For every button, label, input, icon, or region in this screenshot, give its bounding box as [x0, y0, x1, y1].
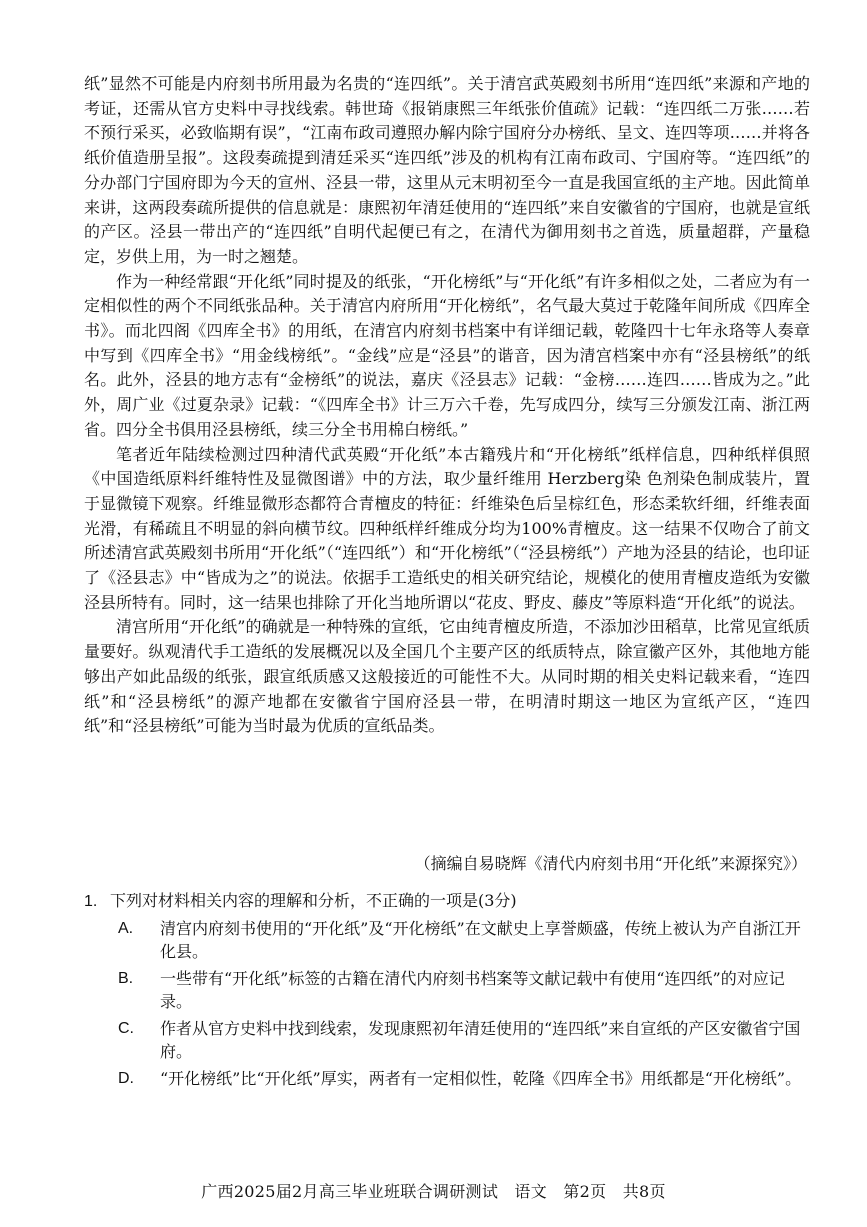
option-a-letter: A. [118, 920, 134, 937]
option-d-text: “开化榜纸”比“开化纸”厚实，两者有一定相似性，乾隆《四库全书》用纸都是“开化榜纸”。 [160, 1069, 802, 1088]
option-b-text: 一些带有“开化纸”标签的古籍在清代内府刻书档案等文献记载中有使用“连四纸”的对应记录。 [160, 969, 785, 1011]
option-d[interactable] [84, 1067, 810, 1090]
passage-paragraph-2: 作为一种经常跟“开化纸”同时提及的纸张，“开化榜纸”与“开化纸”有许多相似之处，二者应为有一定相似性的两个不同纸张品种。关于清宫内府所用“开化榜纸”，名气最大莫过于乾隆年间所成《四库全书》。而北四阁《四库全书》的用纸，在清宫内府刻书档案中有详细记载，乾隆四十七年永珞等人奏章中写到《四库全书》“用金线榜纸”。“金线”应是“泾县”的谐音，因为清宫档案中亦有“泾县榜纸”的纸名。此外，泾县的地方志有“金榜纸”的说法，嘉庆《泾县志》记载：“金榜……连四……皆成为之。”此外，周广业《过夏杂录》记载：“《四库全书》计三万六千卷，先写成四分，续写三分颁发江南、浙江两省。四分全书俱用泾县榜纸，续三分全书用棉白榜纸。” [84, 271, 810, 439]
question-number: 1. [84, 893, 98, 910]
option-c[interactable] [84, 1017, 810, 1063]
option-d-letter: D. [118, 1070, 134, 1087]
reading-passage [84, 72, 810, 739]
passage-paragraph-3: 笔者近年陆续检测过四种清代武英殿“开化纸”本古籍残片和“开化榜纸”纸样信息，四种纸样俱照《中国造纸原料纤维特性及显微图谱》中的方法，取少量纤维用 Herzberg染 色剂染色制成装片，置于显微镜下观察。纤维显微形态都符合青檀皮的特征：纤维染色后呈棕红色，形态柔软纤细，纤维表面光滑，有稀疏且不明显的斜向横节纹。四种纸样纤维成分均为100%青檀皮。这一结果不仅吻合了前文所述清宫武英殿刻书所用“开化纸”（“连四纸”）和“开化榜纸”（“泾县榜纸”）产地为泾县的结论，也印证了《泾县志》中“皆成为之”的说法。依据手工造纸史的相关研究结论，规模化的使用青檀皮造纸为安徽泾县所特有。同时，这一结果也排除了开化当地所谓以“花皮、野皮、藤皮”等原料造“开化纸”的说法。 [84, 444, 810, 612]
option-a[interactable] [84, 917, 810, 963]
option-c-letter: C. [118, 1020, 134, 1037]
question-stem [84, 889, 810, 913]
option-c-text: 作者从官方史料中找到线索，发现康熙初年清廷使用的“连四纸”来自宣纸的产区安徽省宁国府。 [160, 1019, 801, 1061]
option-b[interactable] [84, 967, 810, 1013]
option-a-text: 清宫内府刻书使用的“开化纸”及“开化榜纸”在文献史上享誉颇盛，传统上被认为产自浙江开化县。 [160, 919, 801, 961]
option-b-letter: B. [118, 970, 134, 987]
question-stem-text: 下列对材料相关内容的理解和分析，不正确的一项是(3分) [110, 891, 517, 910]
passage-paragraph-4: 清宫所用“开化纸”的确就是一种特殊的宣纸，它由纯青檀皮所造，不添加沙田稻草，比常见宣纸质量要好。纵观清代手工造纸的发展概况以及全国几个主要产区的纸质特点，除宣徽产区外，其他地方能够出产如此品级的纸张，跟宣纸质感又这般接近的可能性不大。从同时期的相关史料记载来看，“连四纸”和“泾县榜纸”的源产地都在安徽省宁国府泾县一带，在明清时期这一地区为宣纸产区，“连四纸”和“泾县榜纸”可能为当时最为优质的宣纸品类。 [84, 617, 810, 736]
page-footer: 广西2025届2月高三毕业班联合调研测试 语文 第2页 共8页 [201, 1182, 666, 1201]
passage-paragraph-1: 纸”显然不可能是内府刻书所用最为名贵的“连四纸”。关于清宫武英殿刻书所用“连四纸”来源和产地的考证，还需从官方史料中寻找线索。韩世琦《报销康熙三年纸张价值疏》记载：“连四纸二万张……若不预行采买，必致临期有误”，“江南布政司遵照办解内除宁国府分办榜纸、呈文、连四等项……并将各纸价值造册呈报”。这段奏疏提到清廷采买“连四纸”涉及的机构有江南布政司、宁国府等。“连四纸”的分办部门宁国府即为今天的宣州、泾县一带，这里从元末明初至今一直是我国宣纸的主产地。因此简单来讲，这两段奏疏所提供的信息就是：康熙初年清廷使用的“连四纸”来自安徽省的宁国府，也就是宣纸的产区。泾县一带出产的“连四纸”自明代起便已有之，在清代为御用刻书之首选，质量超群，产量稳定，岁供上用，为一时之翘楚。 [84, 74, 810, 266]
question-1 [84, 889, 810, 1094]
passage-source-citation: （摘编自易晓辉《清代内府刻书用“开化纸”来源探究》） [414, 854, 807, 873]
